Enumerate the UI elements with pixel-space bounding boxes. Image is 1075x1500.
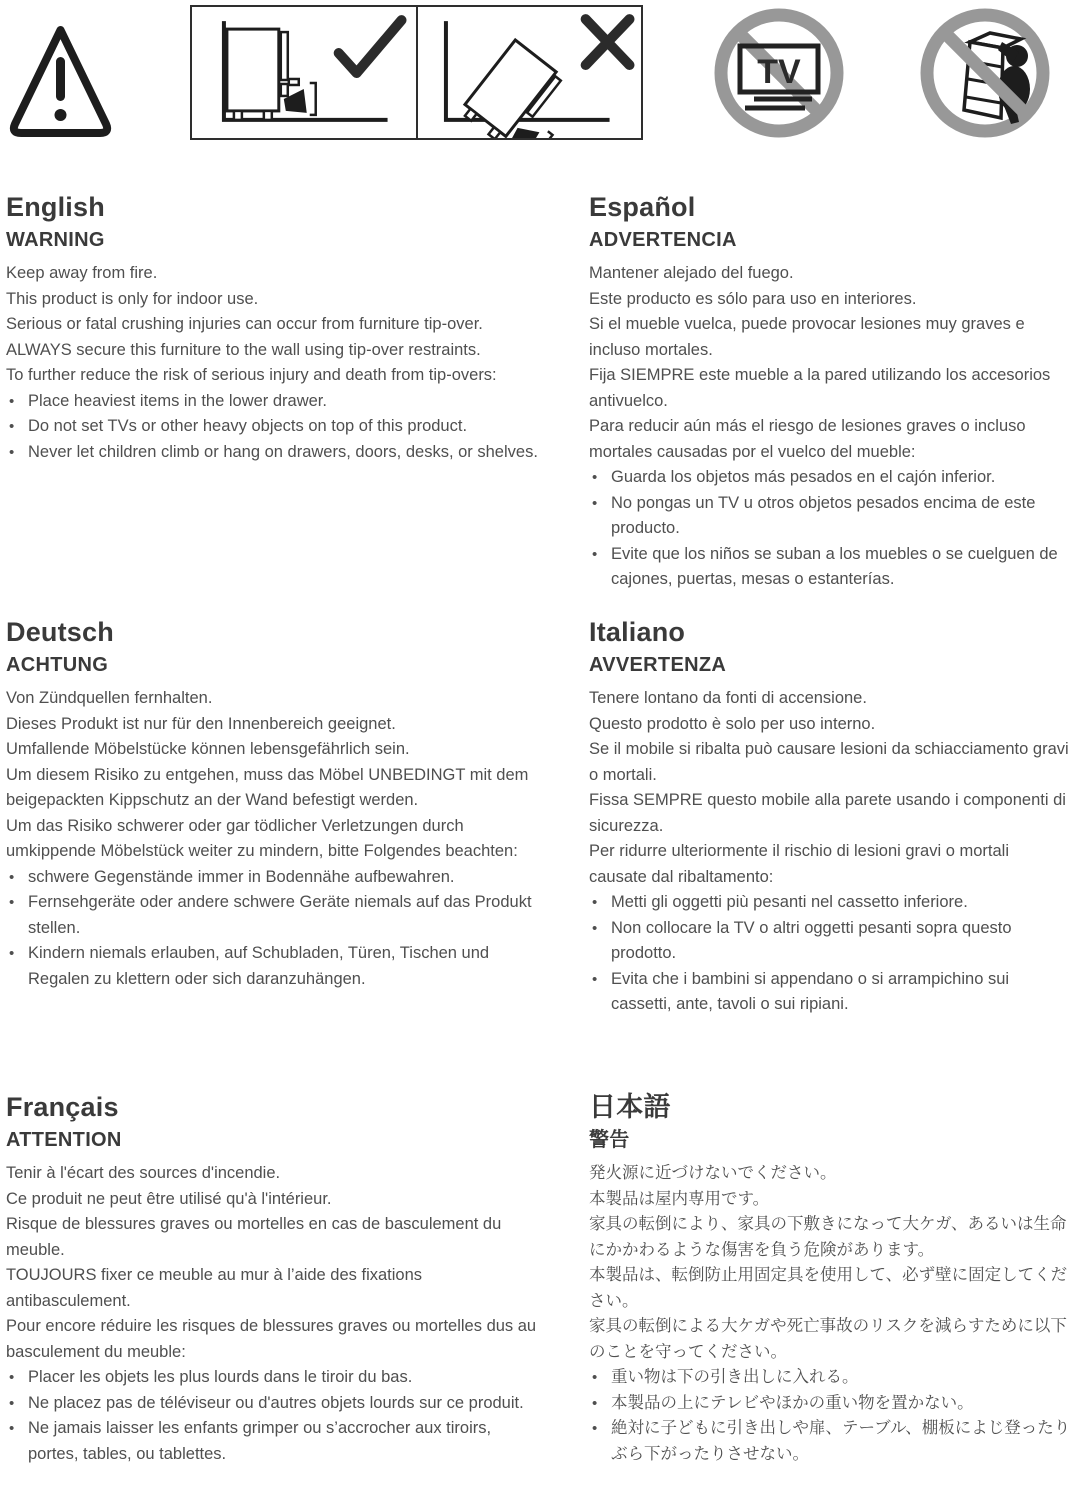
section-espanol: [589, 190, 1071, 593]
warning-bullet-list: [589, 1365, 1071, 1467]
bullet-marker: •: [9, 894, 15, 911]
bullet-item: • 重い物は下の引き出しに入れる。: [589, 1365, 1071, 1391]
language-title: English: [6, 192, 105, 222]
warning-triangle-icon: [8, 20, 113, 144]
bullet-item: • Ne jamais laisser les enfants grimper ou s’accrocher aux tiroirs, portes, tables, ou tablettes.: [6, 1416, 543, 1467]
warning-heading: 警告: [589, 1129, 630, 1151]
warning-heading: AVVERTENZA: [589, 654, 727, 676]
bullet-item: • Guarda los objetos más pesados en el cajón inferior.: [589, 465, 1071, 491]
warning-text: Mantener alejado del fuego.: [589, 264, 794, 282]
warning-text: Pour encore réduire les risques de blessures graves ou mortelles dus au basculement du meuble:: [6, 1317, 537, 1361]
warning-text: 本製品は屋内専用です。: [589, 1189, 770, 1208]
anchoring-instruction-panels: [190, 5, 643, 140]
warning-text: Risque de blessures graves ou mortelles en cas de basculement du meuble.: [6, 1215, 502, 1259]
warning-text: Para reducir aún más el riesgo de lesiones graves o incluso mortales causadas por el vuelco del mueble:: [589, 417, 1026, 461]
bullet-marker: •: [592, 1420, 598, 1437]
warning-text: Keep away from fire.: [6, 264, 158, 282]
language-title: Français: [6, 1092, 119, 1122]
warning-bullet-list: [589, 465, 1071, 593]
warning-text: This product is only for indoor use.: [6, 289, 259, 308]
warning-heading: WARNING: [6, 229, 105, 251]
bullet-marker: •: [9, 1369, 15, 1386]
warning-heading: ACHTUNG: [6, 654, 109, 676]
bullet-item: • Fernsehgeräte oder andere schwere Geräte niemals auf das Produkt stellen.: [6, 890, 543, 941]
language-title: Deutsch: [6, 617, 114, 647]
bullet-item: • Evita che i bambini si appendano o si arrampichino sui cassetti, ante, tavoli o sui ripiani.: [589, 967, 1071, 1018]
bullet-marker: •: [592, 970, 598, 988]
language-title: Español: [589, 192, 696, 222]
warning-heading: ADVERTENCIA: [589, 229, 737, 251]
bullet-item: • Never let children climb or hang on drawers, doors, desks, or shelves.: [6, 440, 543, 466]
warning-text: 本製品は、転倒防止用固定具を使用して、必ず壁に固定してください。: [589, 1266, 1068, 1310]
bullet-item: • Non collocare la TV o altri oggetti pesanti sopra questo prodotto.: [589, 916, 1071, 967]
bullet-marker: •: [592, 894, 598, 911]
warning-text: Ce produit ne peut être utilisé qu'à l'intérieur.: [6, 1189, 332, 1208]
warning-heading: ATTENTION: [6, 1129, 122, 1151]
bullet-marker: •: [9, 392, 15, 410]
warning-text: Questo prodotto è solo per uso interno.: [589, 714, 876, 733]
bullet-item: • 本製品の上にテレビやほかの重い物を置かない。: [589, 1391, 1071, 1417]
warning-text: Si el mueble vuelca, puede provocar lesiones muy graves e incluso mortales.: [589, 315, 1025, 359]
warning-text: 発火源に近づけないでください。: [589, 1164, 837, 1182]
bullet-marker: •: [592, 545, 598, 563]
bullet-item: • Kindern niemals erlauben, auf Schubladen, Türen, Tischen und Regalen zu klettern oder sich daranzuhängen.: [6, 941, 543, 992]
warning-text: Per ridurre ulteriormente il rischio di lesioni gravi o mortali causate dal ribaltamento:: [589, 842, 1009, 886]
warning-text: Dieses Produkt ist nur für den Innenbereich geeignet.: [6, 714, 396, 733]
warning-text: Fissa SEMPRE questo mobile alla parete usando i componenti di sicurezza.: [589, 791, 1066, 835]
warning-text: Tenir à l'écart des sources d'incendie.: [6, 1164, 281, 1182]
tipping-furniture-x-icon: [418, 7, 642, 138]
warning-bullet-list: [6, 1365, 543, 1467]
no-climbing-icon: [918, 6, 1052, 140]
bullet-marker: •: [592, 1369, 598, 1386]
bullet-marker: •: [9, 868, 15, 886]
bullet-marker: •: [9, 1420, 15, 1437]
warning-text: Fija SIEMPRE este mueble a la pared utilizando los accesorios antivuelco.: [589, 366, 1051, 410]
warning-text: Tenere lontano da fonti di accensione.: [589, 689, 867, 707]
bullet-item: • Metti gli oggetti più pesanti nel cassetto inferiore.: [589, 890, 1071, 916]
bullet-marker: •: [9, 945, 15, 962]
bullet-marker: •: [592, 919, 598, 937]
section-english: [6, 190, 543, 465]
section-francais: [6, 1090, 543, 1467]
warning-bullet-list: [6, 865, 543, 993]
warning-text: TOUJOURS fixer ce meuble au mur à l’aide des fixations antibasculement.: [6, 1266, 423, 1310]
bullet-marker: •: [9, 1394, 15, 1412]
warning-text: Serious or fatal crushing injuries can occur from furniture tip-over.: [6, 315, 483, 333]
bullet-item: • Ne placez pas de téléviseur ou d'autres objets lourds sur ce produit.: [6, 1391, 543, 1417]
warning-bullet-list: [589, 890, 1071, 1018]
warning-text: 家具の転倒による大ケガや死亡事故のリスクを減らすために以下のことを守ってください。: [589, 1317, 1067, 1361]
language-title: 日本語: [589, 1092, 671, 1122]
bullet-item: • Evite que los niños se suban a los muebles o se cuelguen de cajones, puertas, mesas o estanterías.: [589, 542, 1071, 593]
bullet-marker: •: [592, 1394, 598, 1412]
warning-text: Este producto es sólo para uso en interiores.: [589, 289, 917, 308]
section-italiano: [589, 615, 1071, 1018]
language-title: Italiano: [589, 617, 686, 647]
warning-text: Um diesem Risiko zu entgehen, muss das Möbel UNBEDINGT mit dem beigepackten Kippschutz an der Wand befestigt werden.: [6, 765, 529, 809]
no-tv-icon: [712, 6, 846, 140]
warning-text: Se il mobile si ribalta può causare lesioni da schiacciamento gravi o mortali.: [589, 740, 1069, 784]
warning-text: Von Zündquellen fernhalten.: [6, 689, 213, 707]
warning-text: ALWAYS secure this furniture to the wall using tip-over restraints.: [6, 340, 481, 359]
warning-text: Um das Risiko schwerer oder gar tödlicher Verletzungen durch umkippende Möbelstück weiter zu mindern, bitte Folgendes beachten:: [6, 816, 518, 860]
bullet-item: • No pongas un TV u otros objetos pesados encima de este producto.: [589, 491, 1071, 542]
bullet-item: • schwere Gegenstände immer in Bodennähe aufbewahren.: [6, 865, 543, 891]
bullet-item: • Placer les objets les plus lourds dans le tiroir du bas.: [6, 1365, 543, 1391]
warning-text: 家具の転倒により、家具の下敷きになって大ケガ、あるいは生命にかかわるような傷害を負う危険があります。: [589, 1215, 1067, 1259]
section-deutsch: [6, 615, 543, 992]
section-japanese: [589, 1090, 1071, 1467]
bullet-marker: •: [592, 469, 598, 486]
bullet-marker: •: [592, 494, 598, 512]
bullet-item: • Place heaviest items in the lower drawer.: [6, 389, 543, 415]
warning-text: Umfallende Möbelstücke können lebensgefährlich sein.: [6, 740, 410, 758]
secured-furniture-check-icon: [192, 7, 418, 138]
bullet-item: • Do not set TVs or other heavy objects on top of this product.: [6, 414, 543, 440]
tv-label: TV: [757, 53, 801, 91]
bullet-marker: •: [9, 443, 15, 461]
bullet-item: • 絶対に子どもに引き出しや扉、テーブル、棚板によじ登ったりぶら下がったりさせない。: [589, 1416, 1071, 1467]
warning-bullet-list: [6, 389, 543, 466]
warning-text: To further reduce the risk of serious injury and death from tip-overs:: [6, 366, 497, 384]
bullet-marker: •: [9, 418, 15, 435]
